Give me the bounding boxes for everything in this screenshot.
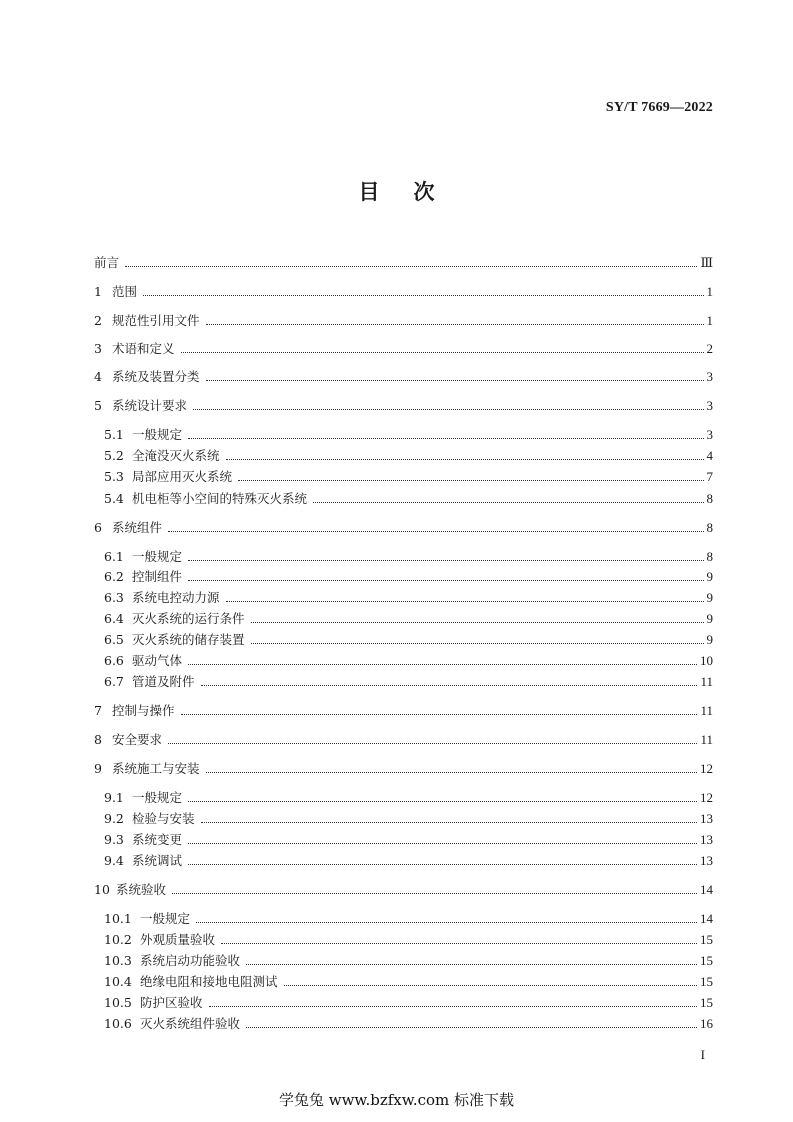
toc-entry-page: 15 [700,974,713,989]
watermark-footer: 学兔兔 www.bzfxw.com 标准下载 [278,1091,515,1109]
toc-entry-label: 灭火系统组件验收 [140,1016,241,1031]
toc-entry-label: 局部应用灭火系统 [132,469,233,484]
toc-dot-leader [193,409,703,410]
toc-dot-leader [168,531,703,532]
toc-entry-label: 系统电控动力源 [132,590,220,605]
toc-dot-leader [209,1006,697,1007]
toc-entry-number: 8 [94,732,102,747]
toc-entry [94,731,713,749]
toc-entry-number: 5.4 [104,491,124,506]
toc-entry-label: 一般规定 [132,427,183,442]
toc-entry-label: 外观质量验收 [140,932,216,947]
toc-entry-label: 驱动气体 [132,653,183,668]
toc-entry-number: 5 [94,398,102,413]
toc-entry-page: 13 [700,811,713,826]
toc-entry-label: 系统变更 [132,832,183,847]
toc-entry-page: 12 [700,790,713,805]
toc-entry-label: 灭火系统的储存装置 [132,632,245,647]
toc-entry [94,340,713,358]
toc-dot-leader [206,772,697,773]
toc-entry-number: 5.1 [104,427,124,442]
toc-entry [94,312,713,330]
toc-entry-page: 4 [706,448,713,463]
toc-entry-number: 10.6 [104,1016,132,1031]
toc-entry-page: 1 [706,313,713,328]
toc-entry [104,931,713,949]
toc-entry-page: 9 [706,611,713,626]
toc-entry-page: 13 [700,853,713,868]
toc-entry-page: 15 [700,995,713,1010]
toc-entry [94,254,713,272]
toc-entry [104,831,713,849]
toc-entry [104,789,713,807]
toc-entry-page: 11 [700,674,713,689]
toc-entry-label: 安全要求 [112,732,163,747]
toc-entry [104,652,713,670]
toc-entry-number: 6.3 [104,590,124,605]
toc-entry-number: 7 [94,703,102,718]
toc-entry-page: 3 [706,427,713,442]
toc-entry [94,368,713,386]
toc-entry-label: 系统调试 [132,853,183,868]
toc-entry-page: 8 [706,520,713,535]
toc-entry [104,568,713,586]
toc-entry [104,973,713,991]
toc-dot-leader [188,438,703,439]
toc-entry-label: 控制与操作 [112,703,175,718]
toc-entry [104,548,713,566]
toc-entry-label: 系统验收 [116,882,167,897]
toc-entry-number: 10.4 [104,974,132,989]
toc-entry-number: 6.6 [104,653,124,668]
toc-entry-page: 15 [700,932,713,947]
toc-dot-leader [238,480,703,481]
toc-entry [104,810,713,828]
toc-entry-label: 系统及装置分类 [112,369,200,384]
toc-entry [104,610,713,628]
toc-entry-page: 9 [706,632,713,647]
toc-dot-leader [284,985,697,986]
toc-entry-number: 6.7 [104,674,124,689]
toc-entry-label: 防护区验收 [140,995,203,1010]
toc-entry [104,447,713,465]
toc-entry-label: 检验与安装 [132,811,195,826]
toc-entry-page: 13 [700,832,713,847]
toc-dot-leader [168,743,697,744]
toc-entry-label: 控制组件 [132,569,183,584]
toc-entry-page: 10 [700,653,713,668]
toc-entry-number: 10.1 [104,911,132,926]
toc-dot-leader [125,266,697,267]
toc-entry-page: 3 [706,369,713,384]
toc-entry [94,283,713,301]
toc-title: 目次 [358,180,469,204]
toc-entry-number: 10.3 [104,953,132,968]
toc-dot-leader [206,324,704,325]
toc-entry-page: 8 [706,549,713,564]
toc-entry [104,1015,713,1033]
toc-dot-leader [188,864,697,865]
toc-entry [94,519,713,537]
page-number: I [700,1047,705,1062]
toc-entry-number: 6.5 [104,632,124,647]
toc-entry-label: 一般规定 [140,911,191,926]
toc-entry [104,426,713,444]
toc-entry-page: Ⅲ [700,255,713,270]
toc-entry-number: 5.2 [104,448,124,463]
toc-entry-label: 范围 [112,284,138,299]
toc-entry [104,994,713,1012]
toc-dot-leader [188,843,697,844]
toc-dot-leader [226,601,704,602]
toc-dot-leader [246,1027,697,1028]
toc-dot-leader [206,380,704,381]
toc-entry [94,397,713,415]
toc-entry-page: 3 [706,398,713,413]
toc-entry-number: 9 [94,761,102,776]
toc-entry [104,852,713,870]
toc-dot-leader [181,714,698,715]
toc-entry [104,490,713,508]
toc-entry [104,468,713,486]
toc-entry [94,702,713,720]
toc-entry [104,952,713,970]
toc-entry-label: 前言 [94,255,120,270]
toc-dot-leader [251,643,704,644]
toc-entry-number: 9.1 [104,790,124,805]
toc-entry [94,760,713,778]
toc-entry-page: 9 [706,590,713,605]
toc-entry-number: 5.3 [104,469,124,484]
toc-entry-number: 9.4 [104,853,124,868]
toc-entry-number: 6.4 [104,611,124,626]
standard-code: SY/T 7669—2022 [605,100,713,115]
toc-entry-label: 系统组件 [112,520,163,535]
toc-dot-leader [188,580,703,581]
toc-dot-leader [181,352,704,353]
toc-entry-label: 灭火系统的运行条件 [132,611,245,626]
toc-dot-leader [188,664,697,665]
toc-entry-number: 10.5 [104,995,132,1010]
toc-entry-label: 机电柜等小空间的特殊灭火系统 [132,491,308,506]
toc-entry-page: 11 [700,732,713,747]
toc-dot-leader [313,502,703,503]
toc-entry-number: 2 [94,313,102,328]
toc-entry-page: 14 [700,911,713,926]
toc-entry-page: 16 [700,1016,713,1031]
toc-entry [104,589,713,607]
toc-entry-label: 系统施工与安装 [112,761,200,776]
toc-dot-leader [226,459,704,460]
toc-dot-leader [172,893,697,894]
toc-entry-label: 系统启动功能验收 [140,953,241,968]
toc-entry-label: 全淹没灭火系统 [132,448,220,463]
toc-dot-leader [196,922,697,923]
toc-entry-label: 管道及附件 [132,674,195,689]
toc-entry-number: 9.3 [104,832,124,847]
toc-dot-leader [201,685,698,686]
toc-dot-leader [251,622,704,623]
toc-entry-label: 术语和定义 [112,341,175,356]
toc-entry-page: 7 [706,469,713,484]
toc-dot-leader [246,964,697,965]
toc-entry-page: 9 [706,569,713,584]
toc-entry-number: 3 [94,341,102,356]
toc-entry [104,910,713,928]
toc-entry-number: 10 [94,882,110,897]
toc-dot-leader [221,943,697,944]
toc-entry-label: 一般规定 [132,549,183,564]
toc-dot-leader [188,801,697,802]
toc-entry-label: 绝缘电阻和接地电阻测试 [140,974,278,989]
toc-entry-label: 系统设计要求 [112,398,188,413]
toc-entry-label: 一般规定 [132,790,183,805]
toc-entry-number: 9.2 [104,811,124,826]
toc-entry-label: 规范性引用文件 [112,313,200,328]
toc-dot-leader [143,295,703,296]
toc-dot-leader [201,822,697,823]
toc-entry-number: 4 [94,369,102,384]
toc-entry-number: 10.2 [104,932,132,947]
toc-entry-number: 6 [94,520,102,535]
toc-entry-page: 11 [700,703,713,718]
toc-entry-page: 12 [700,761,713,776]
toc-entry-number: 6.1 [104,549,124,564]
toc-entry-page: 1 [706,284,713,299]
toc-entry-number: 6.2 [104,569,124,584]
toc-entry [104,631,713,649]
toc-entry-page: 8 [706,491,713,506]
toc-entry-page: 2 [706,341,713,356]
toc-entry-page: 15 [700,953,713,968]
toc-entry-page: 14 [700,882,713,897]
toc-dot-leader [188,560,703,561]
toc-entry [94,881,713,899]
toc-entry-number: 1 [94,284,102,299]
toc-entry [104,673,713,691]
